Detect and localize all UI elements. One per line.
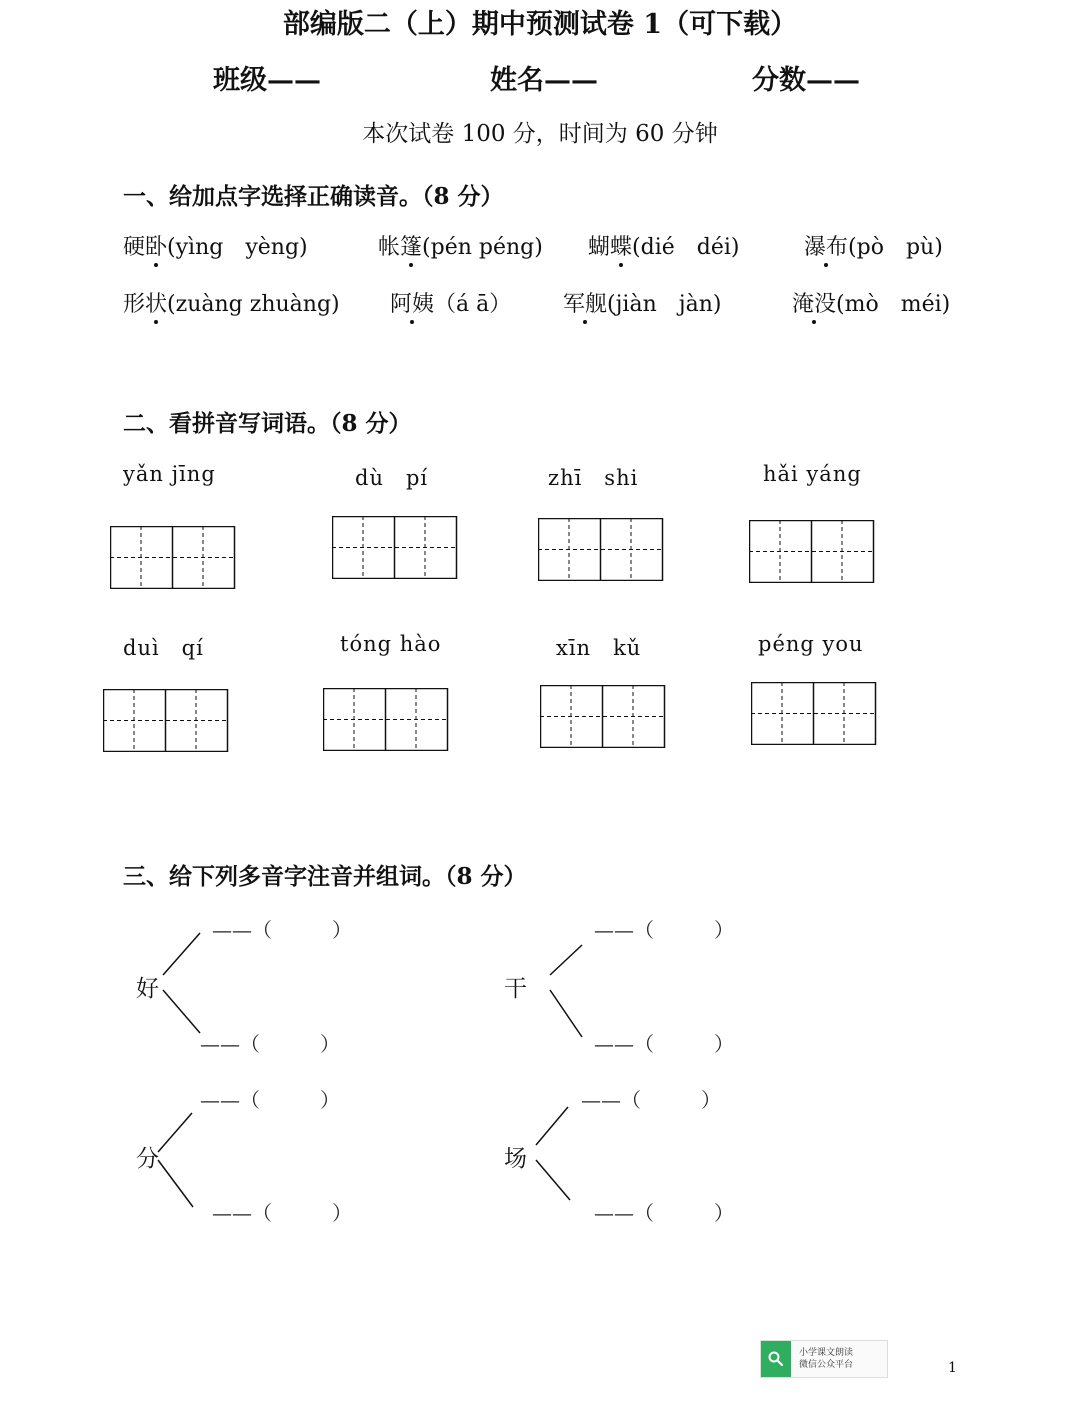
answer-blank[interactable]: ——（ ）	[581, 1088, 721, 1112]
page-number: 1	[948, 1360, 957, 1376]
name-field[interactable]: 姓名——	[490, 65, 598, 96]
q1-char: 瀑	[804, 235, 827, 260]
q1-char: 帐	[378, 235, 401, 260]
pinyin-label: dù pí	[355, 466, 429, 490]
answer-blank[interactable]: ——（ ）	[594, 918, 734, 942]
q1-options[interactable]: (mò méi)	[836, 292, 951, 317]
q1-options[interactable]: (pén péng)	[422, 235, 543, 260]
q1-options[interactable]: (dié déi)	[632, 235, 740, 260]
badge-line-1: 小学课文朗读	[799, 1348, 854, 1358]
answer-blank[interactable]: ——（ ）	[212, 918, 352, 942]
answer-blank[interactable]: ——（ ）	[200, 1088, 340, 1112]
q1-dotted-char: 卧	[145, 235, 168, 260]
class-field[interactable]: 班级——	[213, 65, 321, 96]
q1-char: 布	[826, 235, 849, 260]
q1-options[interactable]: (zuàng zhuàng)	[167, 292, 340, 317]
page-title: 部编版二（上）期中预测试卷 1（可下载）	[282, 9, 798, 40]
q1-char: 舰	[585, 292, 608, 317]
polyphone-char: 分	[136, 1146, 159, 1172]
pinyin-label: duì qí	[123, 636, 204, 660]
q1-char: 硬	[123, 235, 146, 260]
pinyin-label: hǎi yáng	[763, 462, 862, 486]
polyphone-char: 干	[504, 976, 527, 1002]
answer-blank[interactable]: ——（ ）	[212, 1201, 352, 1225]
q1-char: 阿	[390, 292, 413, 317]
q1-dotted-char: 状	[145, 292, 168, 317]
q1-char: 姨	[412, 292, 435, 317]
section2-heading: 二、看拼音写词语。（8 分）	[123, 410, 412, 437]
polyphone-char: 好	[136, 976, 159, 1002]
q1-options[interactable]: (yìng yèng)	[167, 235, 308, 260]
answer-blank[interactable]: ——（ ）	[594, 1201, 734, 1225]
q1-options[interactable]: （á ā）	[434, 292, 512, 317]
q1-char: 淹	[792, 292, 815, 317]
q1-dotted-char: 蝶	[610, 235, 633, 260]
q1-char: 形	[123, 292, 146, 317]
q1-dotted-char: 篷	[400, 235, 423, 260]
pinyin-label: yǎn jīng	[123, 462, 216, 486]
exam-intro: 本次试卷 100 分，时间为 60 分钟	[362, 121, 718, 147]
pinyin-label: zhī shi	[548, 466, 639, 490]
q1-options[interactable]: (jiàn jàn)	[607, 292, 722, 317]
pinyin-label: tóng hào	[340, 632, 442, 656]
search-icon	[761, 1341, 791, 1377]
q1-options[interactable]: (pò pù)	[848, 235, 943, 260]
pinyin-label: péng you	[758, 632, 864, 656]
answer-blank[interactable]: ——（ ）	[594, 1032, 734, 1056]
section3-heading: 三、给下列多音字注音并组词。（8 分）	[123, 863, 527, 890]
section1-heading: 一、给加点字选择正确读音。（8 分）	[123, 183, 504, 210]
pinyin-label: xīn kǔ	[556, 636, 642, 660]
q1-char: 军	[563, 292, 586, 317]
badge-line-2: 微信公众平台	[799, 1360, 854, 1370]
polyphone-char: 场	[504, 1146, 527, 1172]
q1-char: 蝴	[588, 235, 611, 260]
wechat-badge	[760, 1340, 888, 1378]
answer-blank[interactable]: ——（ ）	[200, 1032, 340, 1056]
q1-char: 没	[814, 292, 837, 317]
score-field[interactable]: 分数——	[752, 65, 860, 96]
